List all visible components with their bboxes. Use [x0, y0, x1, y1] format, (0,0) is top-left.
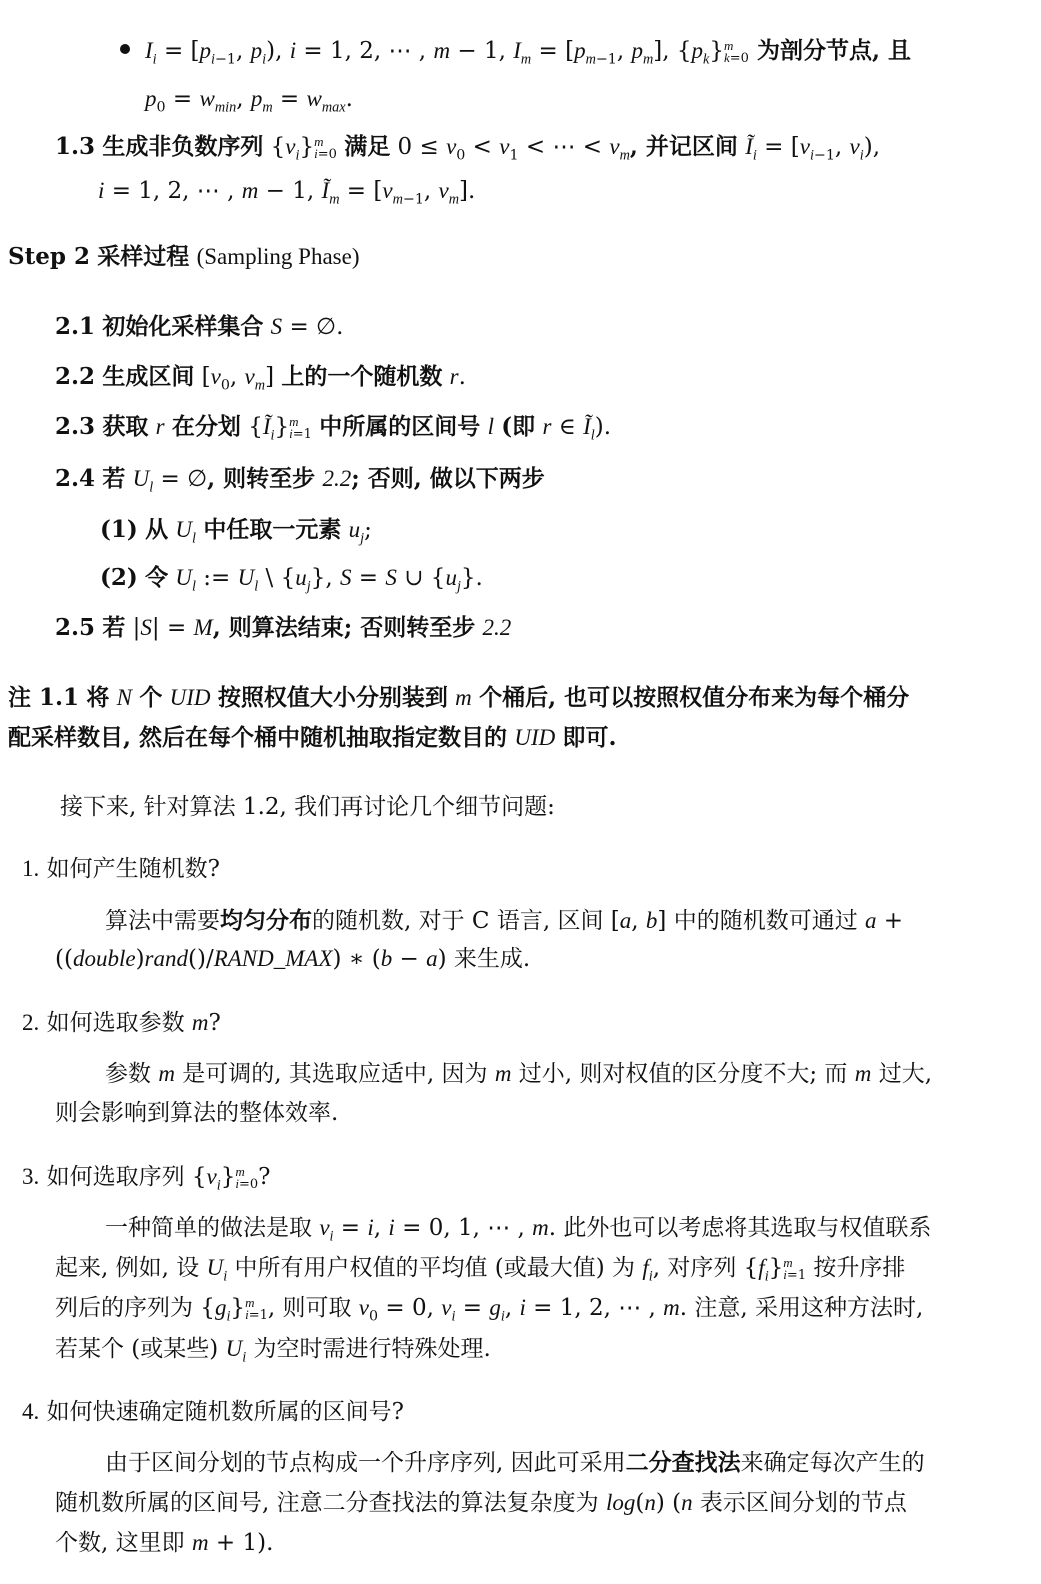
step-1-3-number: 1.3	[55, 133, 96, 160]
answer-4-line-1	[105, 1448, 925, 1478]
question-2-number: 2.	[22, 1010, 40, 1035]
answer-3-text-j: 若某个 (或某些)	[55, 1336, 219, 1362]
step-2-5-ref: 2.2	[482, 615, 512, 640]
answer-4-line-3: 个数, 这里即 m + 1).	[55, 1530, 274, 1556]
answer-3-line-4: 若某个 (或某些) $U_i$ 为空时需进行特殊处理.	[55, 1336, 491, 1366]
bullet-line-1-text: 为剖分节点, 且	[748, 37, 911, 64]
answer-3-text-k: 为空时需进行特殊处理.	[253, 1336, 491, 1362]
answer-3-text-c: 起来, 例如, 设	[55, 1255, 200, 1281]
bullet-dot	[120, 44, 130, 54]
answer-1-bold: 均匀分布	[220, 907, 312, 934]
answer-3-text-f: 按升序排	[813, 1255, 906, 1281]
step-1-3-text-a: 生成	[102, 133, 149, 160]
part-1-number: (1)	[100, 516, 138, 543]
answer-3-text-b: 此外也可以考虑将其选取与权值联系	[563, 1215, 932, 1241]
answer-3-text-i: 注意, 采用这种方法时,	[694, 1295, 924, 1321]
answer-2-text-a: 参数	[105, 1061, 151, 1087]
step-2-3-text-a: 获取	[102, 413, 149, 440]
step-2-5-text-c: ; 否则转至步	[343, 614, 476, 641]
answer-4-text-b: 来确定每次产生的	[740, 1450, 925, 1476]
answer-1-text-d: 来生成.	[453, 946, 531, 972]
answer-3-line-3: 列后的序列为 $\{g_i\}m$ i=1, 则可取 $v_0 = 0$, $v_i = g_i$, i = 1, 2, ⋯ , m. 注意, 采用这种方法时,	[55, 1295, 924, 1325]
step-2-header	[8, 242, 360, 272]
step-2-3: 2.3 获取 r 在分划 $\{Ĩ_i\}m$ i=1 中所属的区间号 l (即 r ∈ $Ĩ_l$).	[55, 413, 612, 444]
step-2-5: 2.5 若 |S| = M, 则算法结束; 否则转至步 2.2	[55, 614, 512, 641]
answer-4-bold: 二分查找法	[625, 1449, 741, 1476]
answer-1-text-c: 中的随机数可通过	[673, 908, 858, 934]
question-4	[22, 1397, 404, 1427]
step-2-1-text: 初始化采样集合	[102, 313, 264, 340]
answer-4-text-c: 随机数所属的区间号, 注意二分查找法的算法复杂度为	[55, 1490, 599, 1516]
step-2-4-text-b: , 则转至步	[207, 465, 316, 492]
question-3-title: 如何选取序列	[46, 1164, 185, 1190]
step-2-3-number: 2.3	[55, 413, 96, 440]
intro-paragraph: 接下来, 针对算法 1.2, 我们再讨论几个细节问题:	[60, 794, 555, 820]
answer-3-line-1: 一种简单的做法是取 $v_i = i$, i = 0, 1, ⋯ , m. 此外也可以考虑将其选取与权值联系	[105, 1215, 932, 1245]
answer-1-text-a: 算法中需要	[105, 908, 220, 934]
step-2-title: 采样过程	[97, 243, 190, 270]
answer-4-text-d: 表示区间分划的节点	[699, 1490, 907, 1516]
bullet-line-2: $p_0 = w_{min}$, $p_m = w_{max}$.	[145, 86, 353, 116]
part-1-text-b: 中任取一元素	[203, 516, 342, 543]
step-2-3-text-d: (即	[501, 413, 536, 440]
step-2-4-ref: 2.2	[322, 466, 352, 491]
step-2-4-number: 2.4	[55, 465, 96, 492]
step-2-1: 2.1 初始化采样集合 S = ∅.	[55, 313, 344, 340]
answer-2-text-b: 是可调的, 其选取应适中, 因为	[182, 1061, 488, 1087]
answer-2-text-c: 过小, 则对权值的区分度不大; 而	[518, 1061, 848, 1087]
step-2-4-text-a: 若	[102, 465, 126, 492]
step-2-4-part-1: (1) 从 $U_l$ 中任取一元素 $u_j$;	[100, 516, 372, 547]
step-2-label: Step 2	[8, 243, 90, 270]
question-2: 2. 如何选取参数 m?	[22, 1010, 221, 1036]
step-2-3-text-c: 中所属的区间号	[319, 413, 481, 440]
bullet-line-2-end: .	[345, 86, 353, 112]
step-1-3-line-1: 1.3 生成非负数序列 $\{v_i\}m$ i=0 满足 $0 \le v_0 < v_1$ < ⋯ < $v_m$, 并记区间 $Ĩ_i = [v_{i-1}$, $v_i$),	[55, 133, 881, 164]
part-2-text-a: 令	[145, 564, 169, 591]
answer-3-text-h: , 则可取	[267, 1295, 352, 1321]
answer-4-text-e: 个数, 这里即	[55, 1530, 185, 1556]
question-1-title: 如何产生随机数?	[46, 856, 220, 882]
answer-1-line-1: 算法中需要均匀分布的随机数, 对于 C 语言, 区间 [a, b] 中的随机数可通过 a +	[105, 907, 904, 934]
note-text-d: 个桶后, 也可以按照权值分布来为每个桶分	[479, 684, 910, 711]
answer-3-text-d: 中所有用户权值的平均值 (或最大值) 为	[234, 1255, 636, 1281]
step-2-4-text-c: ; 否则, 做以下两步	[351, 465, 545, 492]
note-text-e: 配采样数目, 然后在每个桶中随机抽取指定数目的	[8, 724, 508, 751]
part-2-number: (2)	[100, 564, 138, 591]
note-text-b: 个	[139, 684, 163, 711]
answer-4-line-2: 随机数所属的区间号, 注意二分查找法的算法复杂度为 log(n) (n 表示区间分划的节点	[55, 1490, 907, 1516]
note-text-c: 按照权值大小分别装到	[217, 684, 448, 711]
question-3-number: 3.	[22, 1164, 40, 1189]
question-4-number: 4.	[22, 1399, 40, 1424]
step-2-1-number: 2.1	[55, 313, 96, 340]
note-line-2: 配采样数目, 然后在每个桶中随机抽取指定数目的 UID 即可.	[8, 724, 617, 751]
answer-4-text-a: 由于区间分划的节点构成一个升序序列, 因此可采用	[105, 1450, 626, 1476]
step-1-3-text-b: 序列	[217, 133, 264, 160]
step-1-3-line-2: i = 1, 2, ⋯ , m − 1, $Ĩ_m = [v_{m-1}$, $v_m$].	[98, 178, 476, 208]
answer-3-text-g: 列后的序列为	[55, 1295, 193, 1321]
answer-3-text-a: 一种简单的做法是取	[105, 1215, 312, 1241]
step-2-5-text-a: 若	[102, 614, 126, 641]
step-2-2-text-b: 上的一个随机数	[281, 363, 443, 390]
question-1	[22, 854, 220, 884]
step-2-2: 2.2 生成区间 [$v_0$, $v_m$] 上的一个随机数 r.	[55, 363, 466, 394]
answer-1-line-2: ((double)rand()/RAND_MAX) ∗ (b − a) 来生成.	[55, 946, 531, 972]
answer-3-text-e: , 对序列	[652, 1255, 737, 1281]
step-2-5-number: 2.5	[55, 614, 96, 641]
note-line-1: 注 1.1 将 N 个 UID 按照权值大小分别装到 m 个桶后, 也可以按照权值分布来为每个桶分	[8, 684, 910, 711]
note-label: 注 1.1	[8, 684, 80, 711]
step-1-3-bold: 非负数	[148, 133, 218, 160]
answer-2-line-2: 则会影响到算法的整体效率.	[55, 1100, 339, 1126]
step-2-4: 2.4 若 $U_l$ = ∅, 则转至步 2.2; 否则, 做以下两步	[55, 465, 545, 496]
step-1-3-text-d: , 并记区间	[629, 133, 738, 160]
step-2-title-en: (Sampling Phase)	[196, 244, 360, 269]
question-2-title: 如何选取参数	[46, 1010, 185, 1036]
bullet-line-1: $I_i = [p_{i-1}$, $p_i$), i = 1, 2, ⋯ , m − 1, $I_m = [p_{m-1}$, $p_m$], $\{p_k\}m$ k=0 为剖分节点, 且	[145, 37, 911, 68]
step-1-3-text-c: 满足	[344, 133, 391, 160]
step-2-2-number: 2.2	[55, 363, 96, 390]
part-1-text-a: 从	[145, 516, 169, 543]
question-1-number: 1.	[22, 856, 40, 881]
note-text-a: 将	[86, 684, 110, 711]
answer-2-text-d: 过大,	[878, 1061, 932, 1087]
answer-2-line-1: 参数 m 是可调的, 其选取应适中, 因为 m 过小, 则对权值的区分度不大; 而 m 过大,	[105, 1061, 932, 1087]
note-text-f: 即可.	[562, 724, 617, 751]
step-2-2-text-a: 生成区间	[102, 363, 195, 390]
step-2-3-text-b: 在分划	[171, 413, 241, 440]
step-2-5-text-b: , 则算法结束	[212, 614, 344, 641]
question-4-title: 如何快速确定随机数所属的区间号?	[46, 1399, 404, 1425]
answer-1-text-b: 的随机数, 对于 C 语言, 区间	[312, 908, 604, 934]
question-3: 3. 如何选取序列 $\{v_i\}m$ i=0?	[22, 1164, 271, 1194]
step-2-4-part-2: (2) 令 $U_l$ := $U_l$ \ $\{u_j\}$, S = S ∪ $\{u_j\}$.	[100, 564, 483, 595]
answer-3-line-2: 起来, 例如, 设 $U_i$ 中所有用户权值的平均值 (或最大值) 为 $f_i$, 对序列 $\{f_i\}m$ i=1 按升序排	[55, 1255, 906, 1285]
